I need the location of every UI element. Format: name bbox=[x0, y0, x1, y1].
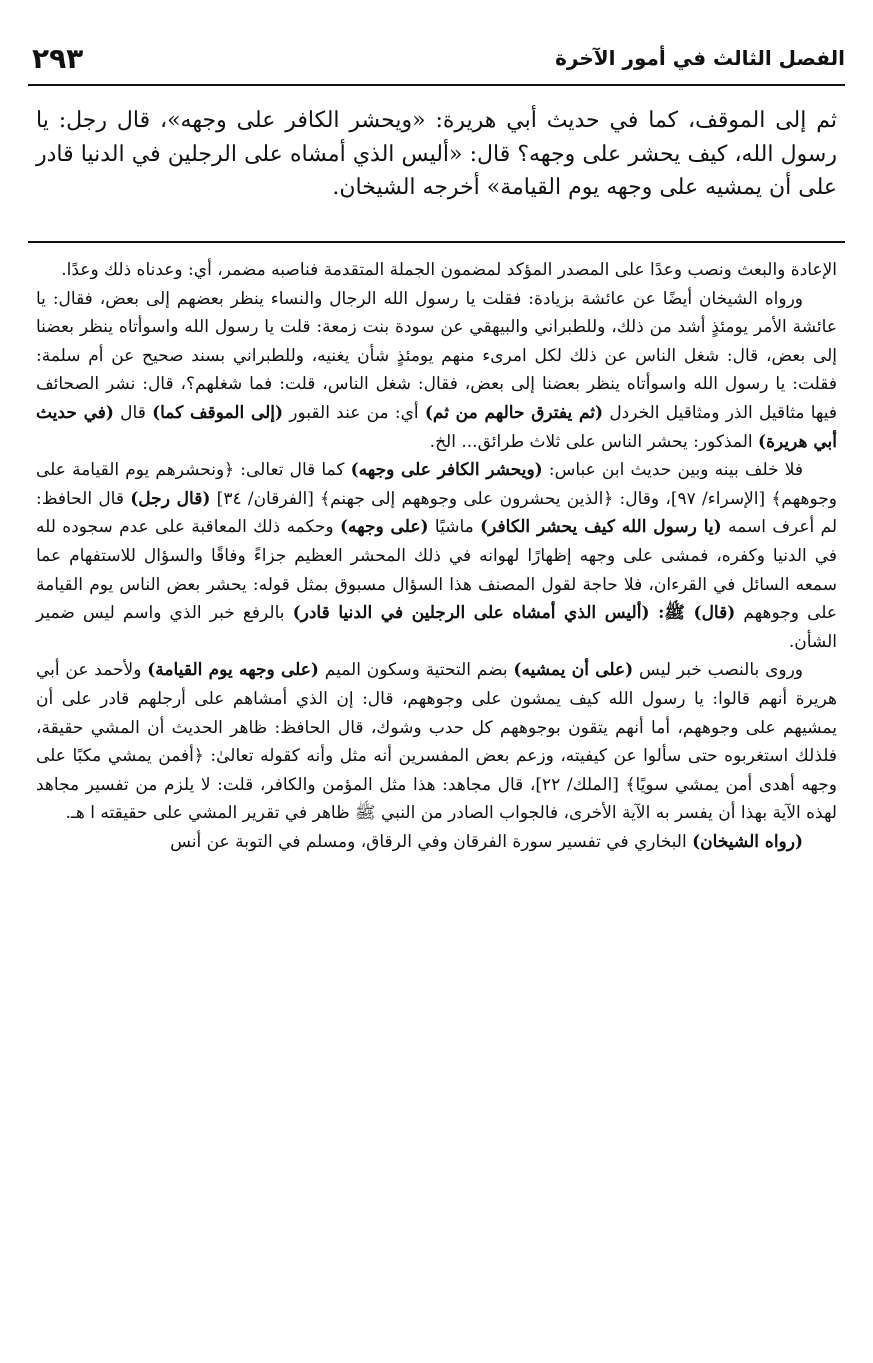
commentary-text: فلا خلف بينه وبين حديث ابن عباس: bbox=[548, 460, 803, 481]
commentary-text: المذكور: يحشر الناس على ثلاث طرائق... الخ. bbox=[429, 431, 753, 452]
quoted-text: (يا رسول الله كيف يحشر الكافر) bbox=[480, 517, 722, 538]
commentary-text: ماشيًا bbox=[434, 517, 474, 538]
commentary-text: وروى بالنصب خبر ليس bbox=[639, 660, 804, 681]
page-header bbox=[28, 40, 845, 86]
commentary-paragraph bbox=[36, 285, 837, 457]
commentary-paragraph bbox=[36, 256, 837, 285]
quoted-text: (على وجهه يوم القيامة) bbox=[147, 660, 319, 681]
quoted-text: (ويحشر الكافر على وجهه) bbox=[350, 460, 543, 481]
quoted-text: (إلى الموقف كما) bbox=[152, 402, 284, 423]
commentary-text: ولأحمد عن أبي هريرة أنهم قالوا: يا رسول الله كيف يمشون على وجوههم، قال: إن الذي أمشاهم على أرجلهم قادر على أن يمشيهم على وجوههم، أما أنهم يتقون بوجوههم كل حدب وشوك، قال الحافظ: ظاهر الحديث أن المشي حقيقة، فلذلك استغربوه حتى سألوا عن كيفيته، وزعم بعض المفسرين أنه مثل وأنه كقوله تعالىٰ: ﴿أفمن يمشي مكبًا على وجهه أهدى أمن يمشي سويًا﴾ [الملك/ ٢٢]، قال مجاهد: هذا مثل المؤمن والكافر، قلت: لا يلزم من تفسير مجاهد لهذه الآية بهذا أن يفسر به الآية الأخرى، فالجواب الصادر من النبي ﷺ ظاهر في تقرير المشي على حقيقته ا هـ. bbox=[36, 660, 837, 824]
quoted-text: (قال) ﷺ: (أليس الذي أمشاه على الرجلين في الدنيا قادر) bbox=[292, 603, 736, 624]
commentary bbox=[36, 256, 837, 856]
quoted-text: (ثم يفترق حالهم من ثم) bbox=[424, 402, 604, 423]
commentary-paragraph bbox=[36, 656, 837, 828]
quoted-text: (على وجهه) bbox=[339, 517, 429, 538]
commentary-paragraph bbox=[36, 456, 837, 656]
commentary-text: كما قال تعالى: ﴿ونحشرهم يوم القيامة على وجوههم﴾ [الإسراء/ ٩٧]، وقال: ﴿الذين يحشرون على وجوههم إلى جهنم﴾ [الفرقان/ ٣٤] bbox=[36, 460, 838, 509]
quoted-text: (رواه الشيخان) bbox=[692, 831, 803, 852]
commentary-text: وحكمه ذلك المعاقبة على عدم سجوده لله في الدنيا وكفره، فمشى على وجهه إظهارًا لهوانه في ذلك المحشر العظيم جزاءً وفاقًا والسؤال للاستفهام عما سمعه السائل في القرءان، فلا حاجة لقول المصنف هذا السؤال مسبوق بمثل قوله: يحشر بعض الناس يوم القيامة على وجوههم bbox=[36, 517, 838, 624]
quoted-text: (في حديث أبي هريرة) bbox=[36, 402, 837, 452]
commentary-text: أي: من عند القبور bbox=[289, 402, 419, 423]
main-text: ثم إلى الموقف، كما في حديث أبي هريرة: «ويحشر الكافر على وجهه»، قال رجل: يا رسول الله، كيف يحشر على وجهه؟ قال: «أليس الذي أمشاه على الرجلين في الدنيا قادر على أن يمشيه على وجهه يوم القيامة» أخرجه الشيخان. bbox=[36, 108, 837, 200]
commentary-text: بالرفع خبر الذي واسم ليس ضمير الشأن. bbox=[36, 603, 837, 652]
quoted-text: (على أن يمشيه) bbox=[513, 660, 634, 681]
commentary-paragraph bbox=[36, 828, 837, 857]
commentary-text: ورواه الشيخان أيضًا عن عائشة بزيادة: فقلت يا رسول الله الرجال والنساء ينظر بعضهم إلى بعض، فقال: يا عائشة الأمر يومئذٍ أشد من ذلك، وللطبراني والبيهقي عن سودة بنت زمعة: قلت يا رسول الله واسوأتاه ينظر بعضنا إلى بعض، قال: شغل الناس عن ذلك لكل امرىء منهم يومئذٍ شأن يغنيه، وللطبراني بسند صحيح عن أم سلمة: فقلت: يا رسول الله واسوأتاه ينظر بعضنا إلى بعض، فقال: شغل الناس، قلت: فما شغلهم؟، قال: نشر الصحائف فيها مثاقيل الذر ومثاقيل الخردل bbox=[36, 288, 838, 423]
separator-rule bbox=[28, 241, 845, 243]
running-title: الفصل الثالث في أمور الآخرة bbox=[555, 46, 845, 70]
quoted-text: (قال رجل) bbox=[130, 488, 211, 509]
commentary-text: قال bbox=[120, 402, 146, 423]
commentary-text: بضم التحتية وسكون الميم bbox=[324, 660, 508, 681]
commentary-text: قال الحافظ: لم أعرف اسمه bbox=[36, 488, 838, 538]
commentary-text: الإعادة والبعث ونصب وعدًا على المصدر المؤكد لمضمون الجملة المتقدمة فناصبه مضمر، أي: وعدناه ذلك وعدًا. bbox=[61, 260, 837, 280]
commentary-text: البخاري في تفسير سورة الفرقان وفي الرقاق، ومسلم في التوبة عن أنس bbox=[170, 831, 687, 852]
page-number: ٢٩٣ bbox=[32, 42, 84, 75]
